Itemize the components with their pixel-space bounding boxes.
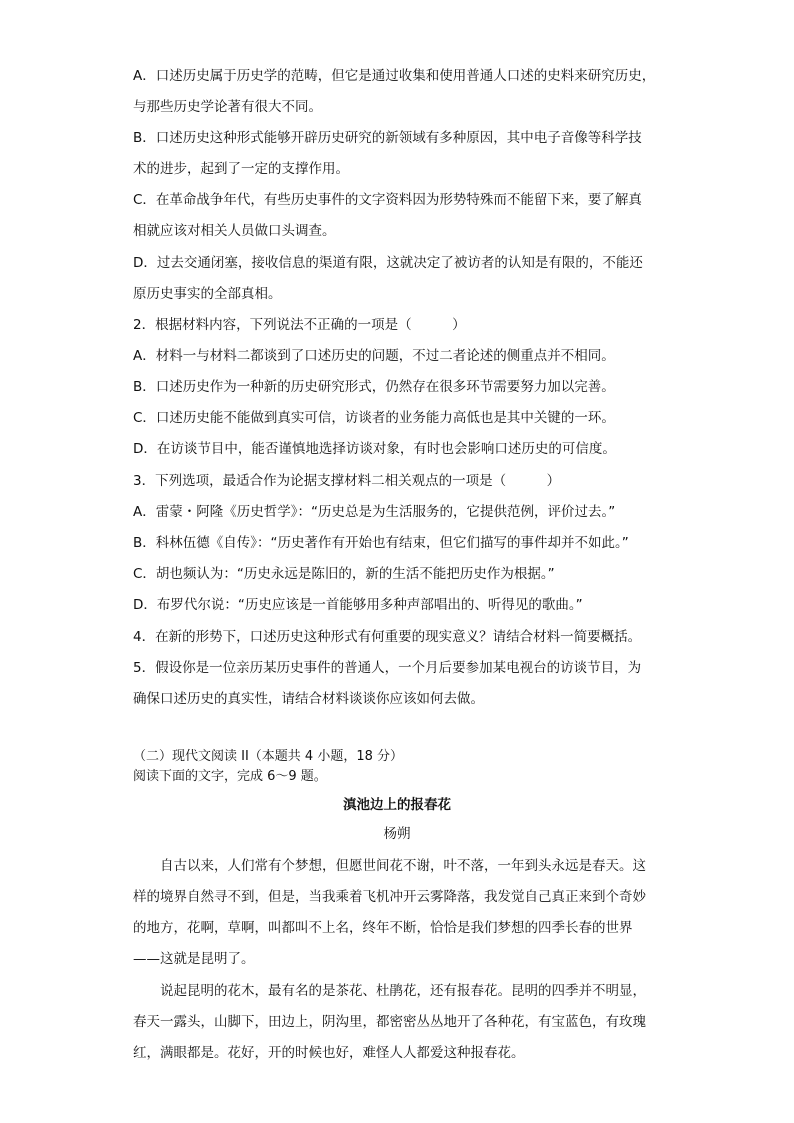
q1-option-c-line2: 相就应该对相关人员做口头调查。 xyxy=(133,223,336,239)
article-paragraph-1-line3: 的地方，花啊，草啊，叫都叫不上名，终年不断，恰恰是我们梦想的四季长春的世界 xyxy=(133,920,633,936)
q3-option-c: C．胡也频认为：“历史永远是陈旧的，新的生活不能把历史作为根据。” xyxy=(133,566,555,582)
q5-stem-line1: 5．假设你是一位亲历某历史事件的普通人，一个月后要参加某电视台的访谈节目，为 xyxy=(133,660,642,676)
article-title: 滇池边上的报春花 xyxy=(343,797,451,813)
q2-option-c: C．口述历史能不能做到真实可信，访谈者的业务能力高低也是其中关键的一环。 xyxy=(133,410,615,426)
q1-option-a-line2: 与那些历史学论著有很大不同。 xyxy=(133,99,322,115)
section-heading: （二）现代文阅读 II（本题共 4 小题，18 分） xyxy=(133,749,404,764)
q1-option-d-line2: 原历史事实的全部真相。 xyxy=(133,286,282,302)
article-paragraph-2-line3: 红，满眼都是。花好，开的时候也好，难怪人人都爱这种报春花。 xyxy=(133,1045,525,1061)
q1-option-b-line1: B．口述历史这种形式能够开辟历史研究的新领域有多种原因，其中电子音像等科学技 xyxy=(133,130,642,146)
q2-stem: 2．根据材料内容，下列说法不正确的一项是（ ） xyxy=(133,317,466,333)
q3-option-d: D．布罗代尔说：“历史应该是一首能够用多种声部唱出的、听得见的歌曲。” xyxy=(133,597,583,613)
q1-option-b-line2: 术的进步，起到了一定的支撑作用。 xyxy=(133,161,349,177)
q2-option-a: A．材料一与材料二都谈到了口述历史的问题，不过二者论述的侧重点并不相同。 xyxy=(133,348,615,364)
q2-option-b: B．口述历史作为一种新的历史研究形式，仍然存在很多环节需要努力加以完善。 xyxy=(133,379,615,395)
q3-option-b: B．科林伍德《自传》：“历史著作有开始也有结束，但它们描写的事件却并不如此。” xyxy=(133,535,629,551)
q3-stem: 3．下列选项，最适合作为论据支撑材料二相关观点的一项是（ ） xyxy=(133,473,561,489)
article-author: 杨朔 xyxy=(383,826,411,842)
q1-option-c-line1: C．在革命战争年代，有些历史事件的文字资料因为形势特殊而不能留下来，要了解真 xyxy=(133,192,642,208)
article-paragraph-2-line2: 春天一露头，山脚下，田边上，阴沟里，都密密丛丛地开了各种花，有宝蓝色，有玫瑰 xyxy=(133,1014,646,1030)
section-instruction: 阅读下面的文字，完成 6～9 题。 xyxy=(133,769,327,784)
article-paragraph-2-line1: 说起昆明的花木，最有名的是茶花、杜鹃花，还有报春花。昆明的四季并不明显， xyxy=(160,983,646,999)
q2-option-d: D．在访谈节目中，能否谨慎地选择访谈对象，有时也会影响口述历史的可信度。 xyxy=(133,441,616,457)
q1-option-d-line1: D．过去交通闭塞，接收信息的渠道有限，这就决定了被访者的认知是有限的，不能还 xyxy=(133,255,643,271)
article-paragraph-1-line2: 样的境界自然寻不到，但是，当我乘着飞机冲开云雾降落，我发觉自己真正来到个奇妙 xyxy=(133,889,646,905)
q3-option-a: A．雷蒙・阿隆《历史哲学》：“历史总是为生活服务的，它提供范例，评价过去。” xyxy=(133,504,616,520)
article-paragraph-1-line1: 自古以来，人们常有个梦想，但愿世间花不谢，叶不落，一年到头永远是春天。这 xyxy=(160,858,646,874)
q1-option-a-line1: A．口述历史属于历史学的范畴，但它是通过收集和使用普通人口述的史料来研究历史， xyxy=(133,68,656,84)
q5-stem-line2: 确保口述历史的真实性，请结合材料谈谈你应该如何去做。 xyxy=(133,691,484,707)
article-paragraph-1-line4: ——这就是昆明了。 xyxy=(133,951,255,967)
q4-stem: 4．在新的形势下，口述历史这种形式有何重要的现实意义？请结合材料一简要概括。 xyxy=(133,629,642,645)
